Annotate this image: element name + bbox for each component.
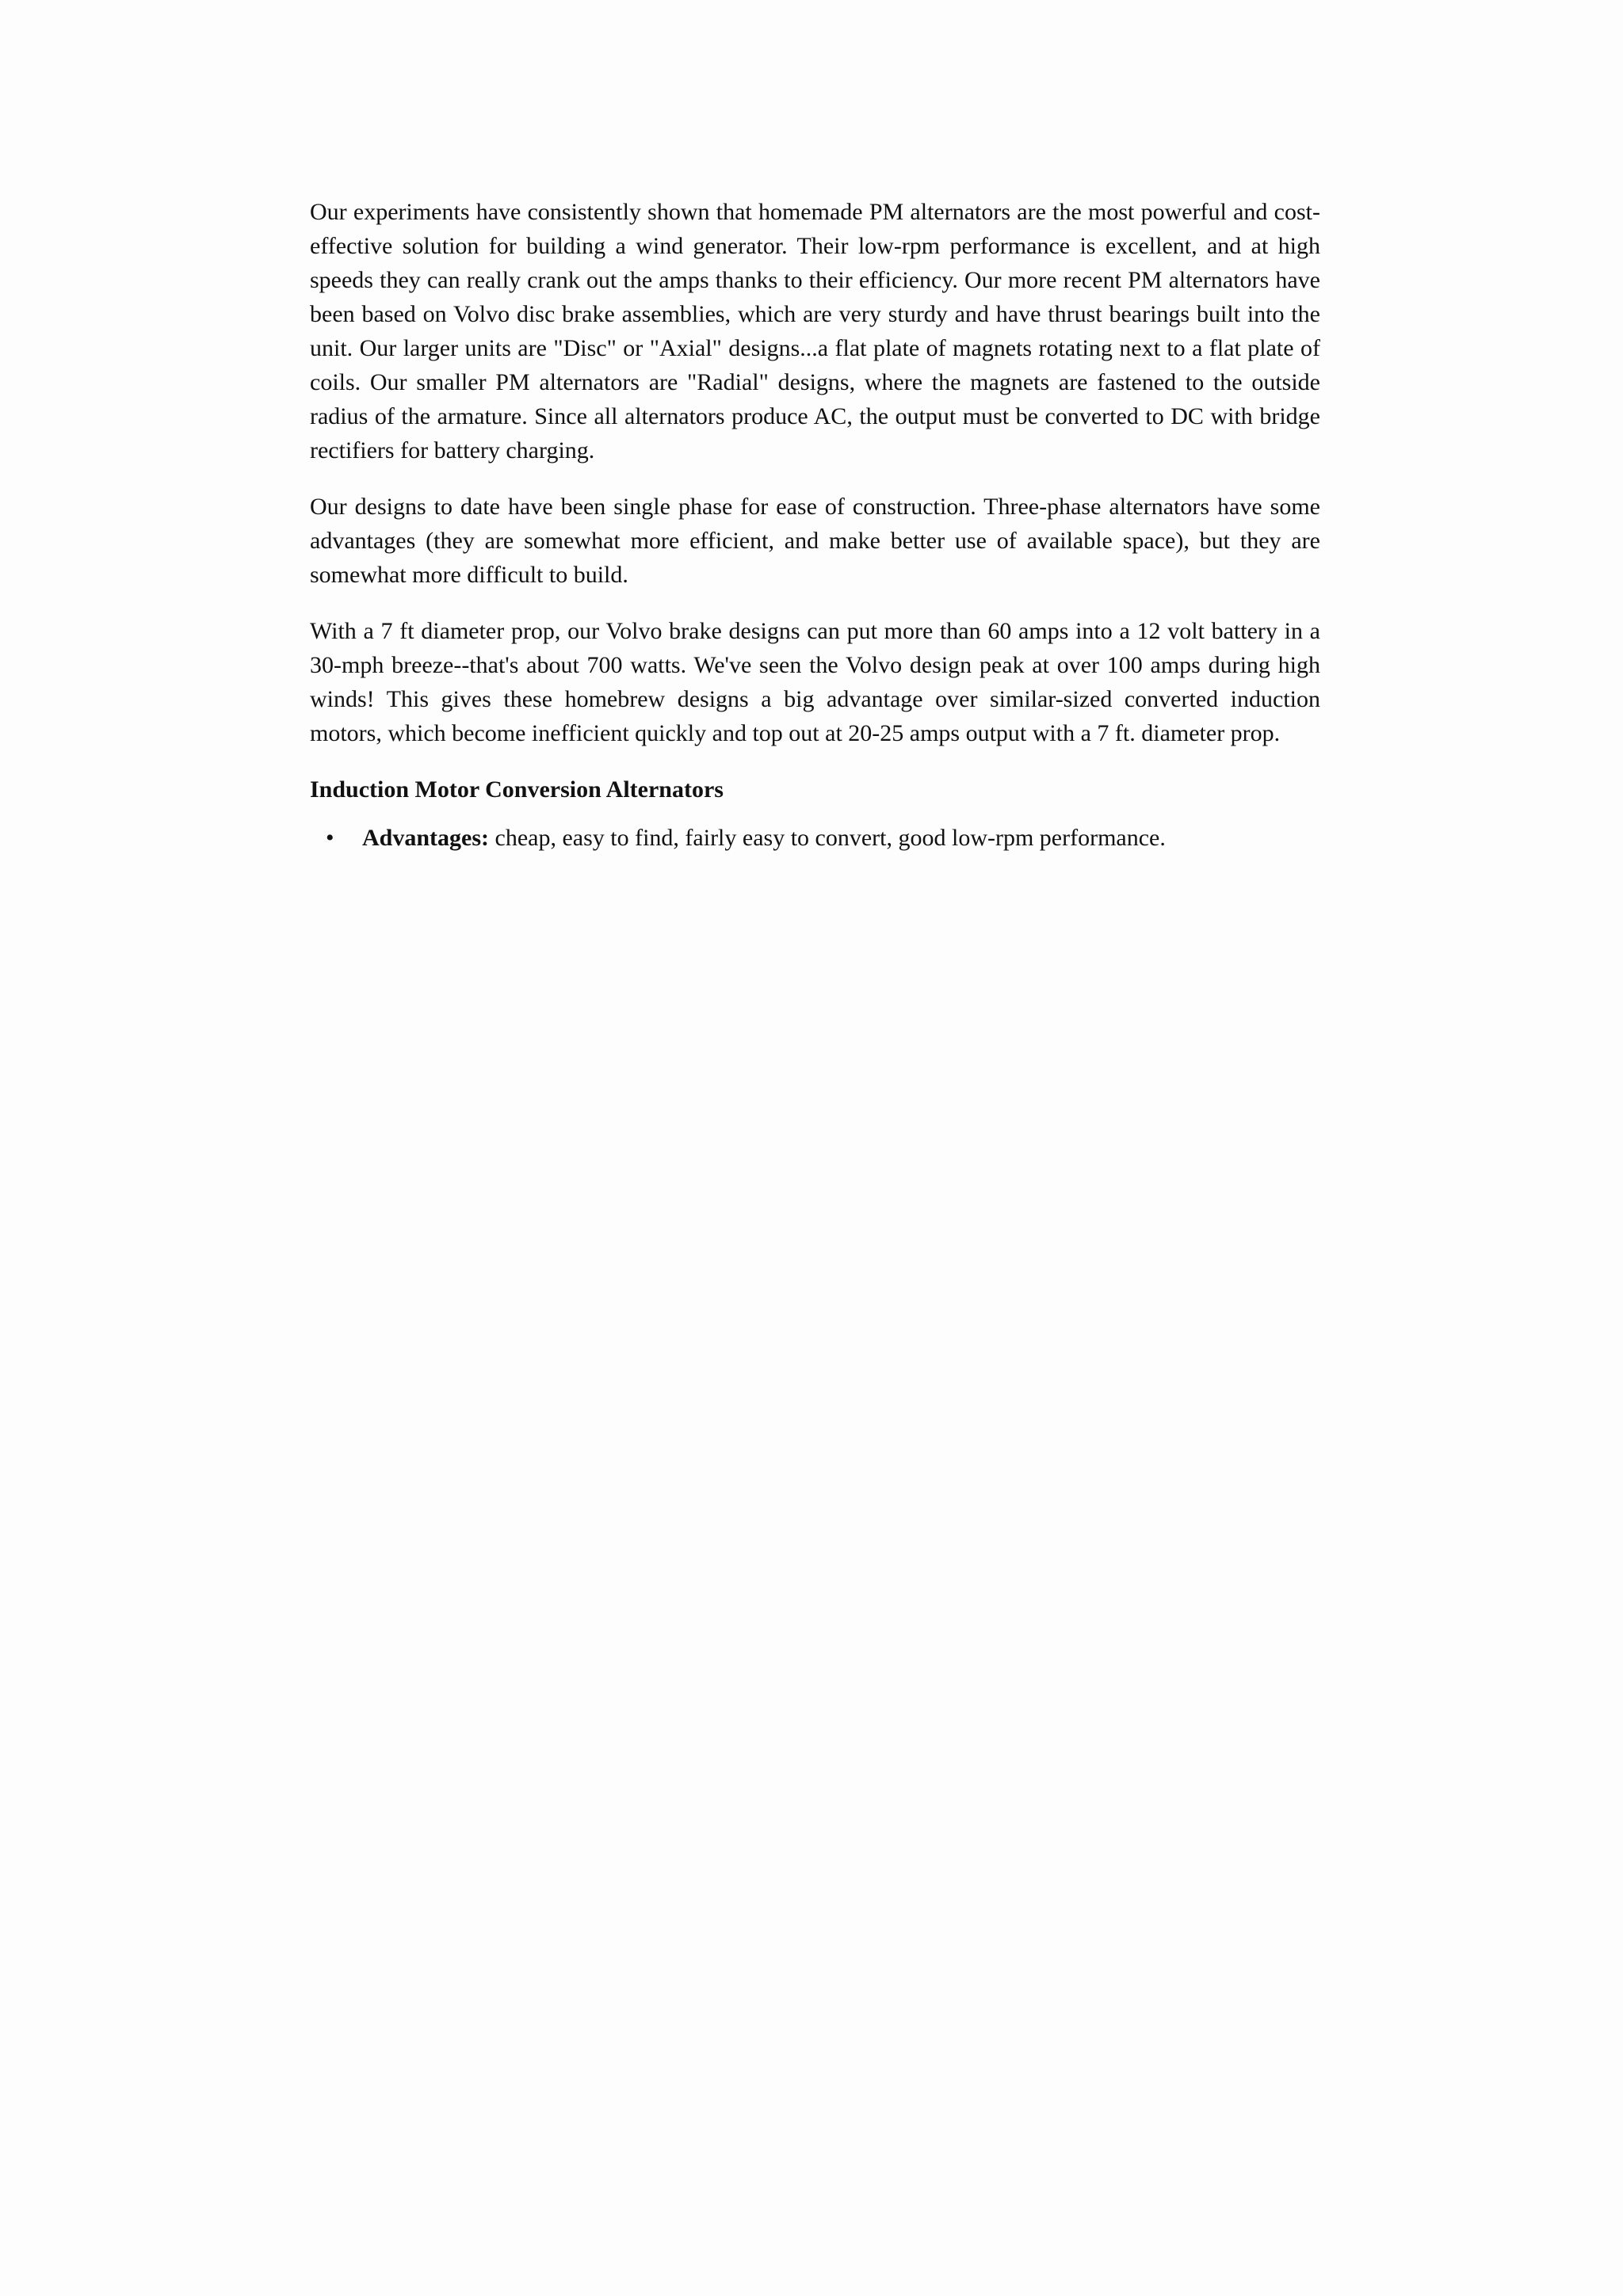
section-heading: Induction Motor Conversion Alternators bbox=[310, 776, 724, 803]
list-item bbox=[310, 821, 1320, 855]
bullet-list bbox=[310, 821, 1320, 855]
bullet-text: cheap, easy to find, fairly easy to convert, good low-rpm performance. bbox=[489, 825, 1166, 851]
paragraph-single-phase: Our designs to date have been single phase for ease of construction. Three-phase alternators have some advantages (they are somewhat more efficient, and make better use of available space), but they are somewhat more difficult to build. bbox=[310, 494, 1320, 588]
paragraph-pm-alternators: Our experiments have consistently shown that homemade PM alternators are the most powerful and cost-effective solution for building a wind generator. Their low-rpm performance is excellent, and at high speeds they can really crank out the amps thanks to their efficiency. Our more recent PM alternators have been based on Volvo disc brake assemblies, which are very sturdy and have thrust bearings built into the unit. Our larger units are "Disc" or "Axial" designs...a flat plate of magnets rotating next to a flat plate of coils. Our smaller PM alternators are "Radial" designs, where the magnets are fastened to the outside radius of the armature. Since all alternators produce AC, the output must be converted to DC with bridge rectifiers for battery charging. bbox=[310, 199, 1320, 463]
bullet-label: Advantages: bbox=[362, 825, 490, 851]
document-body bbox=[310, 195, 1320, 855]
bullet-dot-icon: • bbox=[326, 825, 334, 851]
paragraph-volvo-performance: With a 7 ft diameter prop, our Volvo brake designs can put more than 60 amps into a 12 volt battery in a 30-mph breeze--that's about 700 watts. We've seen the Volvo design peak at over 100 amps during high winds! This gives these homebrew designs a big advantage over similar-sized converted induction motors, which become inefficient quickly and top out at 20-25 amps output with a 7 ft. diameter prop. bbox=[310, 618, 1320, 746]
